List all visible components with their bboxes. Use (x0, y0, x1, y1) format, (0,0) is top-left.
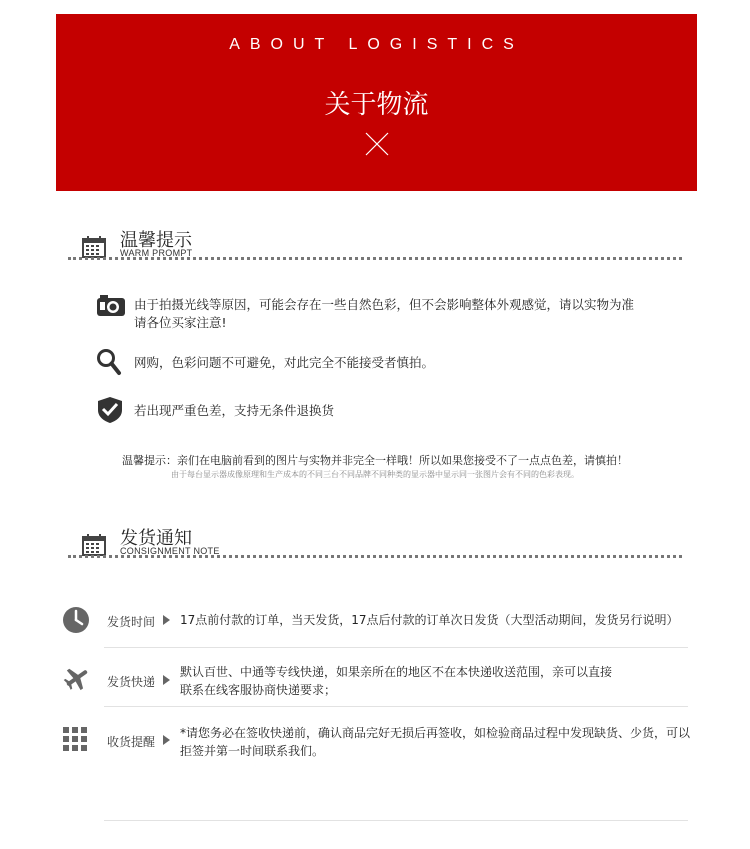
magnifier-icon (96, 348, 122, 376)
warm-prompt-title: 温馨提示 (120, 230, 192, 251)
arrow-right-icon (163, 735, 170, 745)
shipping-label: 收货提醒 (107, 735, 156, 749)
grid-icon (62, 726, 88, 752)
shipping-value-line2: 联系在线客服协商快递要求； (180, 683, 337, 697)
banner-title-en: ABOUT LOGISTICS (229, 36, 524, 53)
divider (104, 706, 688, 707)
tip-text-line1: 若出现严重色差，支持无条件退换货 (134, 403, 335, 418)
tip-text-line1: 由于拍摄光线等原因，可能会存在一些自然色彩，但不会影响整体外观感觉，请以实物为准 (134, 297, 635, 312)
shipping-value-line1: 17点前付款的订单，当天发货，17点后付款的订单次日发货（大型活动期间，发货另行说明） (180, 613, 679, 627)
shield-check-icon (96, 396, 124, 424)
consignment-subtitle: CONSIGNMENT NOTE (120, 546, 220, 556)
shipping-label: 发货快递 (107, 675, 156, 689)
close-x-icon (365, 132, 389, 156)
about-logistics-banner (56, 14, 697, 191)
shipping-value-line1: *请您务必在签收快递前，确认商品完好无损后再签收，如检验商品过程中发现缺货、少货，可以 (180, 726, 691, 740)
tip-text-line1: 网购，色彩问题不可避免，对此完全不能接受者慎拍。 (134, 355, 435, 370)
banner-title-cn: 关于物流 (324, 90, 429, 120)
calendar-icon (82, 534, 106, 556)
airplane-icon (62, 663, 92, 693)
divider (104, 647, 688, 648)
consignment-title: 发货通知 (120, 528, 192, 549)
clock-icon (62, 606, 90, 634)
divider (104, 820, 688, 821)
shipping-label: 发货时间 (107, 615, 156, 629)
warm-prompt-note: 温馨提示：亲们在电脑前看到的图片与实物并非完全一样哦！所以如果您接受不了一点点色差，请慎拍！ (122, 454, 628, 467)
warm-prompt-subtitle: WARM PROMPT (120, 248, 193, 258)
calendar-icon (82, 236, 106, 258)
camera-icon (96, 294, 126, 318)
shipping-value-line1: 默认百世、中通等专线快递，如果亲所在的地区不在本快递收送范围，亲可以直接 (180, 665, 613, 679)
arrow-right-icon (163, 615, 170, 625)
divider (68, 257, 682, 260)
tip-text-line2: 请各位买家注意! (134, 315, 227, 330)
shipping-value (180, 724, 690, 760)
shipping-value (180, 663, 612, 699)
arrow-right-icon (163, 675, 170, 685)
warm-prompt-subnote: 由于每台显示器成像原理和生产成本的不同三台不同品牌不同种类的显示器中显示同一张图片会有不同的色彩表现。 (171, 470, 579, 479)
shipping-value-line2: 拒签并第一时间联系我们。 (180, 744, 325, 758)
divider (68, 555, 682, 558)
